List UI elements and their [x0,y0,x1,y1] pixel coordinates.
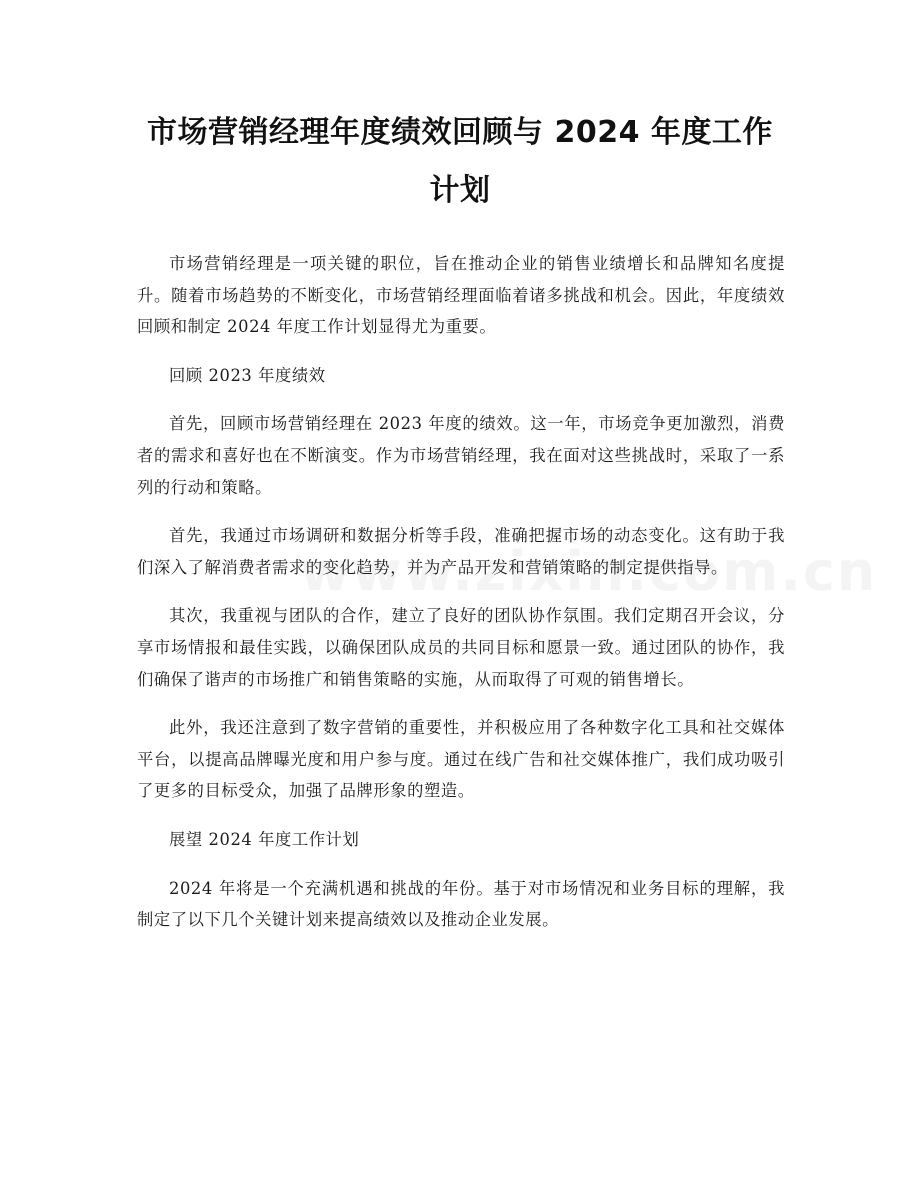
document-body [137,248,785,936]
intro-paragraph: 市场营销经理是一项关键的职位，旨在推动企业的销售业绩增长和品牌知名度提升。随着市场趋势的不断变化，市场营销经理面临着诸多挑战和机会。因此，年度绩效回顾和制定 2024 年度工作计划显得尤为重要。 [137,254,785,337]
section-heading-plan-2024: 展望 2024 年度工作计划 [169,829,360,849]
review-paragraph-2: 首先，我通过市场调研和数据分析等手段，准确把握市场的动态变化。这有助于我们深入了解消费者需求的变化趋势，并为产品开发和营销策略的制定提供指导。 [137,526,785,577]
section-heading-review-2023: 回顾 2023 年度绩效 [169,365,326,385]
title-line-1: 市场营销经理年度绩效回顾与 2024 年度工作 [147,115,773,150]
title-line-2: 计划 [429,173,491,208]
review-paragraph-4: 此外，我还注意到了数字营销的重要性，并积极应用了各种数字化工具和社交媒体平台，以提高品牌曝光度和用户参与度。通过在线广告和社交媒体推广，我们成功吸引了更多的目标受众，加强了品牌形象的塑造。 [137,718,785,801]
plan-paragraph-1: 2024 年将是一个充满机遇和挑战的年份。基于对市场情况和业务目标的理解，我制定了以下几个关键计划来提高绩效以及推动企业发展。 [137,878,785,930]
review-paragraph-3: 其次，我重视与团队的合作，建立了良好的团队协作氛围。我们定期召开会议，分享市场情报和最佳实践，以确保团队成员的共同目标和愿景一致。通过团队的协作，我们确保了谐声的市场推广和销售策略的实施，从而取得了可观的销售增长。 [137,606,785,689]
document-title [120,104,800,220]
review-paragraph-1: 首先，回顾市场营销经理在 2023 年度的绩效。这一年，市场竞争更加激烈，消费者的需求和喜好也在不断演变。作为市场营销经理，我在面对这些挑战时，采取了一系列的行动和策略。 [137,414,785,497]
